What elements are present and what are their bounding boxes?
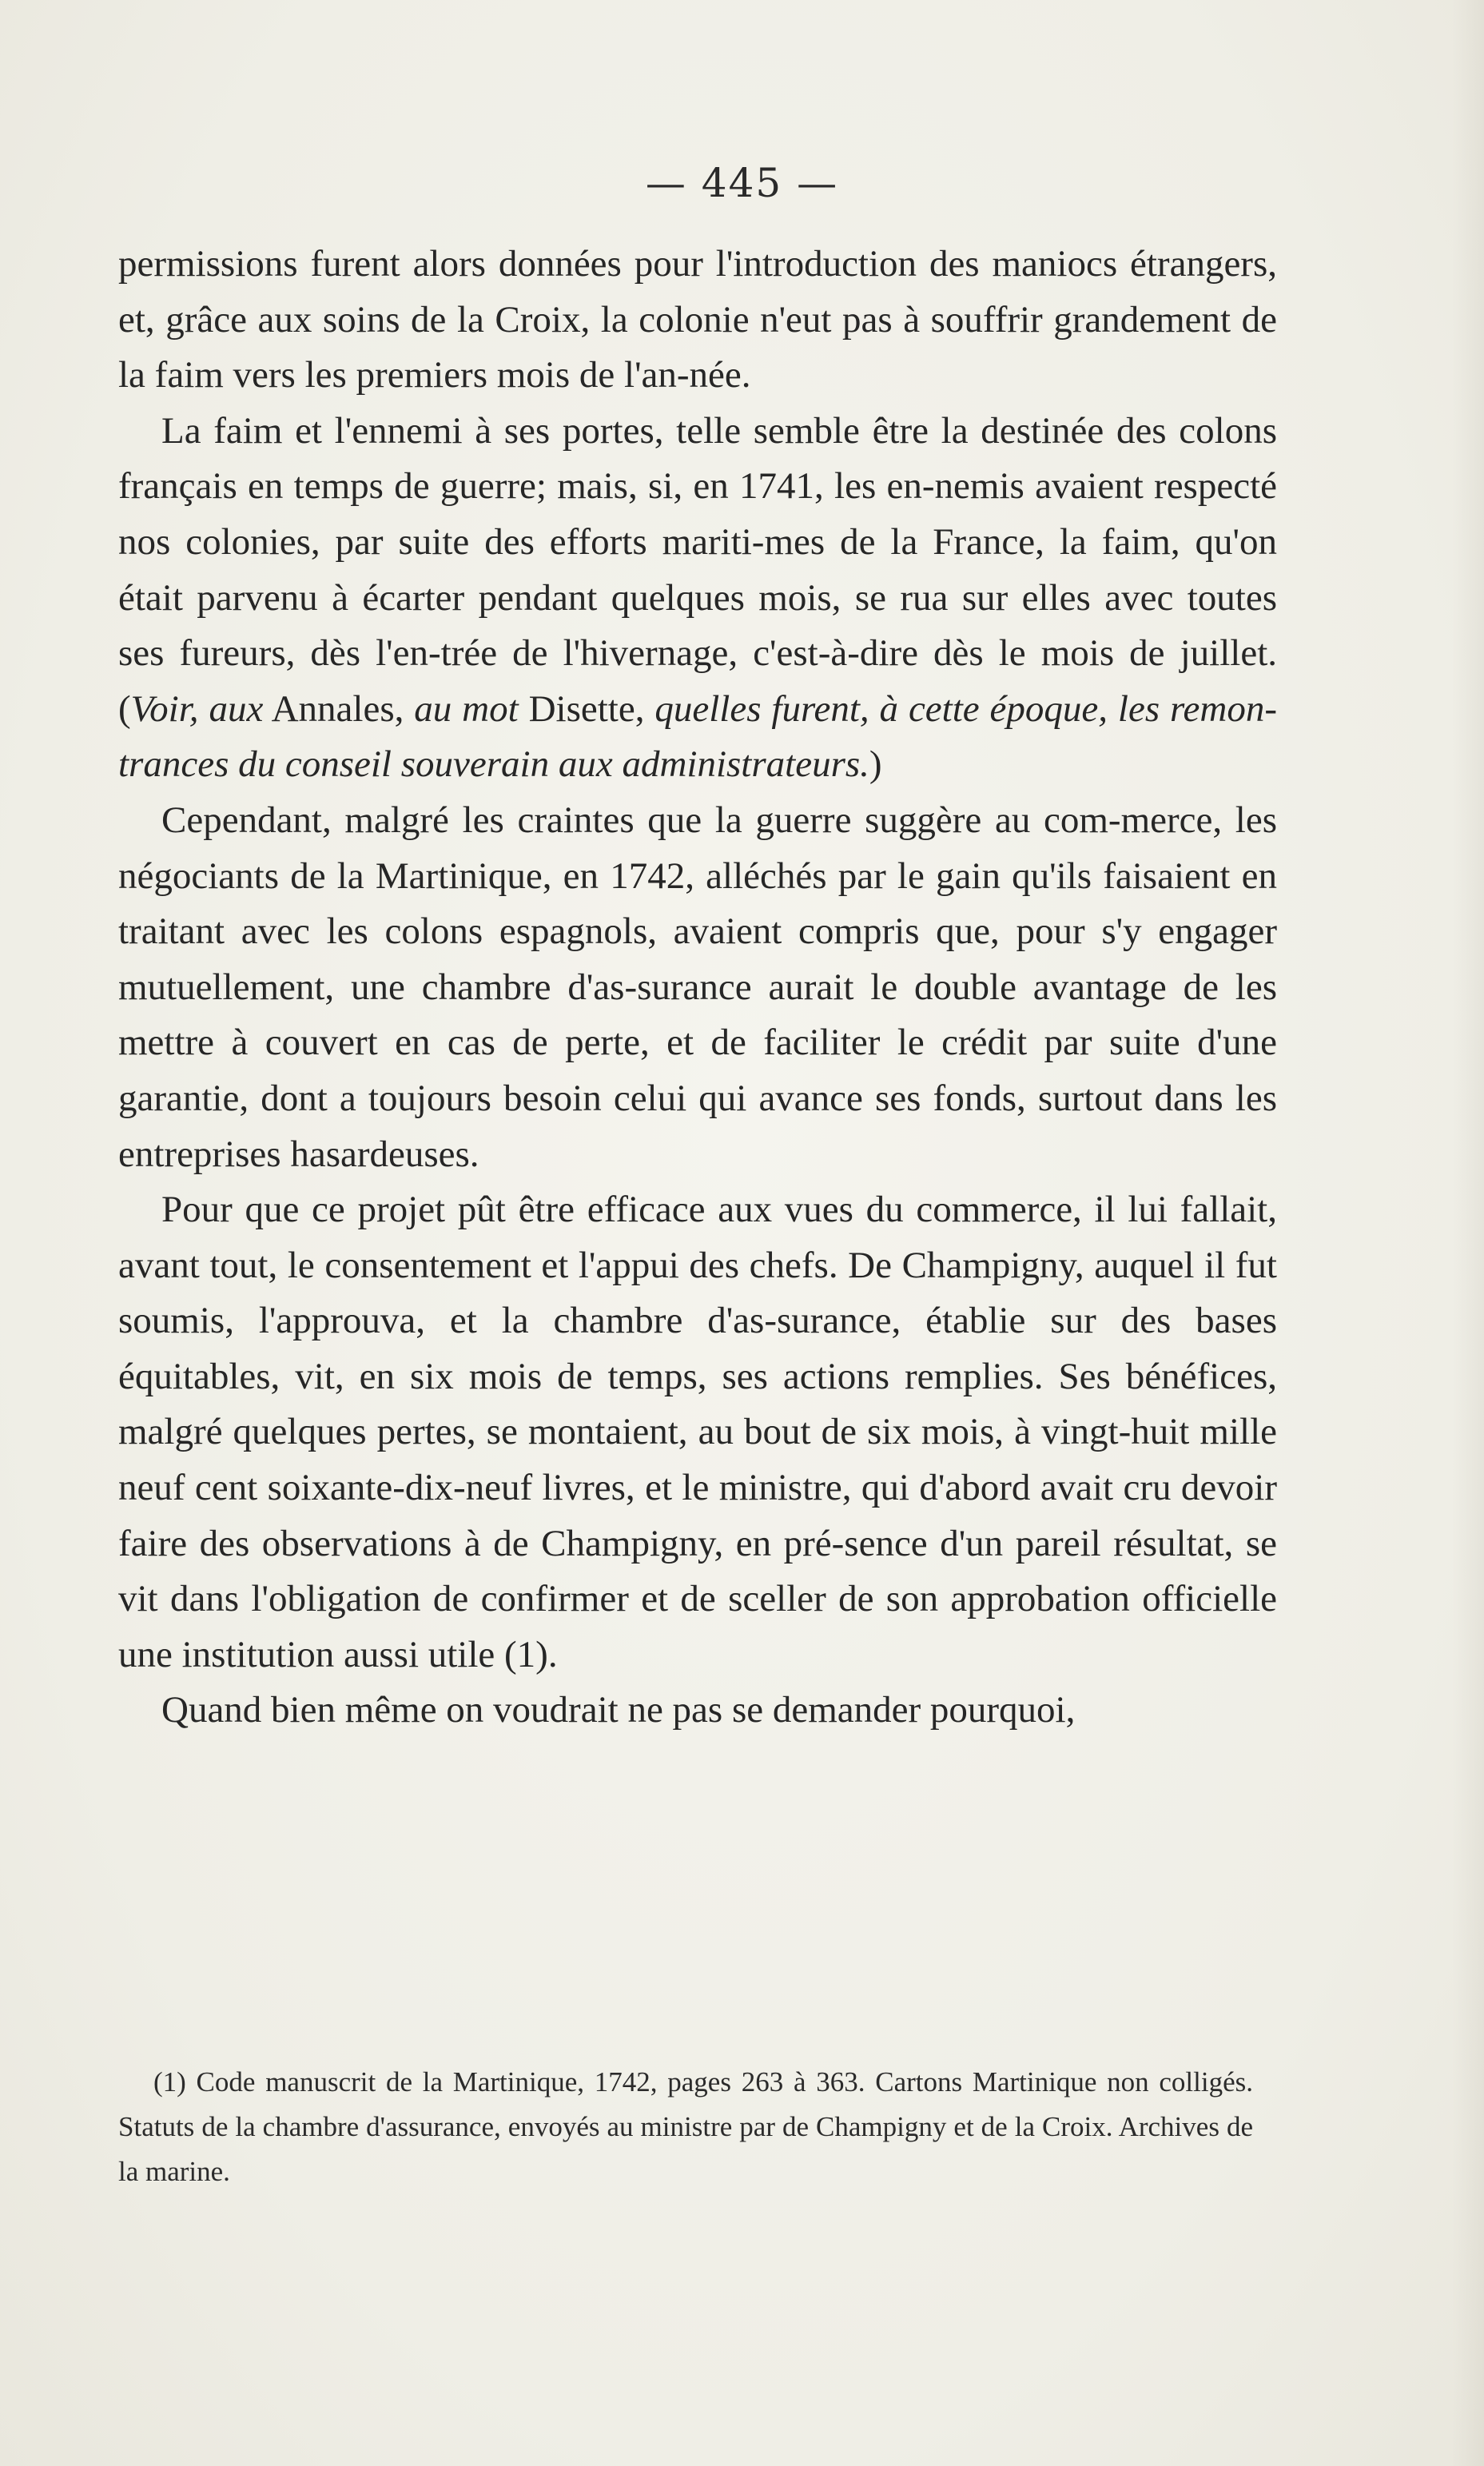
paragraph-2-close: ) — [869, 743, 882, 786]
paragraph-2-voir: Voir, aux — [130, 687, 264, 730]
paragraph-2-remonstrances: quelles furent, à cette époque, les remon-trances du conseil souverain aux administrateurs. — [118, 687, 1278, 786]
paragraph-2-main: La faim et l'ennemi à ses portes, telle semble être la destinée des colons français en temps de guerre; mais, si, en 1741, les en-nemis avaient respecté nos colonies, par suite des efforts mariti-mes de la France, la faim, qu'on était parvenu à écarter pendant quelques mois, se rua sur elles avec toutes ses fureurs, dès l'en-trée de l'hivernage, c'est-à-dire dès le mois de juillet. ( — [118, 409, 1277, 730]
paragraph-3: Cependant, malgré les craintes que la guerre suggère au com-merce, les négociants de la Martinique, en 1742, alléchés par le gain qu'ils faisaient en traitant avec les colons espagnols, avaient compris que, pour s'y engager mutuellement, une chambre d'as-surance aurait le double avantage de les mettre à couvert en cas de perte, et de faciliter le crédit par suite d'une garantie, dont a toujours besoin celui qui avance ses fonds, surtout dans les entreprises hasardeuses. — [118, 799, 1277, 1175]
paragraph-1: permissions furent alors données pour l'introduction des maniocs étrangers, et, grâce aux soins de la Croix, la colonie n'eut pas à souffrir grandement de la faim vers les premiers mois de l'an-née. — [118, 243, 1277, 396]
page-number: — 445 — — [645, 160, 839, 206]
paragraph-2-annales: Annales, — [263, 687, 415, 730]
paragraph-2-disette: Disette, — [518, 687, 655, 730]
paragraph-2 — [118, 404, 1277, 793]
page-edge-shadow — [1452, 0, 1484, 2466]
paragraph-5: Quand bien même on voudrait ne pas se demander pourquoi, — [161, 1689, 1076, 1731]
paragraph-4: Pour que ce projet pût être efficace aux vues du commerce, il lui fallait, avant tout, le consentement et l'appui des chefs. De Champigny, auquel il fut soumis, l'approuva, et la chambre d'as-surance, établie sur des bases équitables, vit, en six mois de temps, ses actions remplies. Ses bénéfices, malgré quelques pertes, se montaient, au bout de six mois, à vingt-huit mille neuf cent soixante-dix-neuf livres, et le ministre, qui d'abord avait cru devoir faire des observations à de Champigny, en pré-sence d'un pareil résultat, se vit dans l'obligation de confirmer et de sceller de son approbation officielle une institution aussi utile (1). — [118, 1189, 1277, 1675]
paragraph-2-au-mot: au mot — [414, 687, 519, 730]
body-text — [118, 237, 1277, 1739]
footnotes — [118, 2060, 1253, 2194]
footnote-1: (1) Code manuscrit de la Martinique, 1742, pages 263 à 363. Cartons Martinique non colligés. Statuts de la chambre d'assurance, envoyés au ministre par de Champigny et de la Croix. Archives de la marine. — [118, 2066, 1253, 2187]
